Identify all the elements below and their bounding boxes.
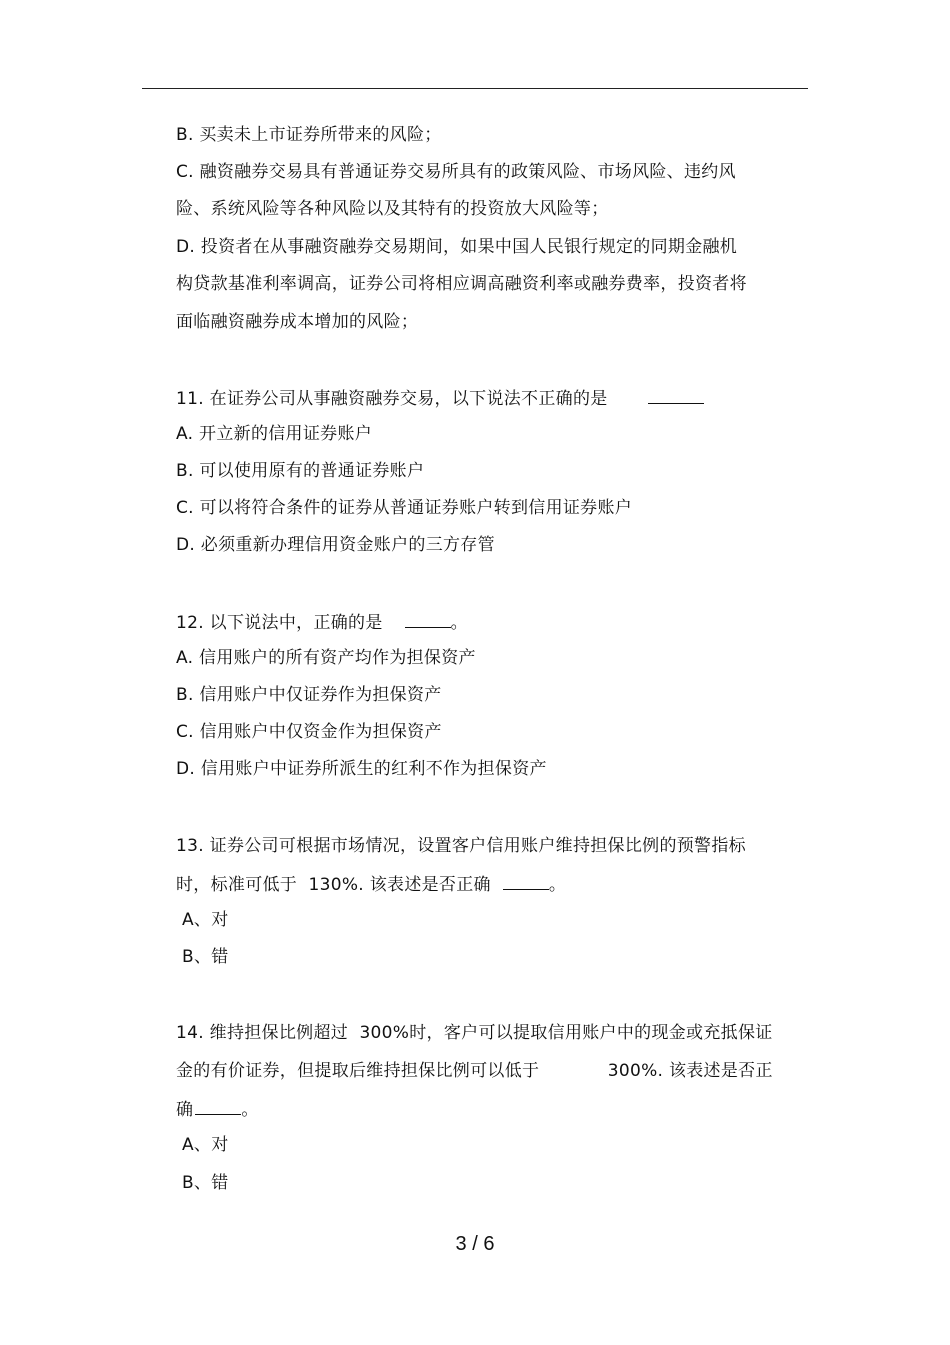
q14-stem-end: 。 xyxy=(241,1100,259,1120)
prev-option-d-line2: 构贷款基准利率调高，证券公司将相应调高融资利率或融券费率，投资者将 xyxy=(176,274,747,294)
prev-option-d-line3: 面临融资融券成本增加的风险； xyxy=(176,312,419,332)
q12-option-b: B. 信用账户中仅证券作为担保资产 xyxy=(176,685,442,705)
q14-stem-line3 xyxy=(176,1097,796,1121)
q14-stem-line1: 14. 维持担保比例超过 300%时，客户可以提取信用账户中的现金或充抵保证 xyxy=(176,1023,773,1043)
q14-answer-blank xyxy=(195,1097,241,1115)
q13-stem-line2 xyxy=(176,872,796,896)
q11-option-b: B. 可以使用原有的普通证券账户 xyxy=(176,461,425,481)
q11-option-d: D. 必须重新办理信用资金账户的三方存管 xyxy=(176,535,495,555)
q14-option-a: A、对 xyxy=(182,1135,229,1155)
q11-stem xyxy=(176,386,796,410)
q14-stem-line2: 金的有价证券，但提取后维持担保比例可以低于 300%. 该表述是否正 xyxy=(176,1061,773,1081)
q12-answer-blank xyxy=(405,610,451,628)
prev-option-b: B. 买卖未上市证券所带来的风险； xyxy=(176,125,442,145)
page-number: 3 / 6 xyxy=(455,1233,495,1255)
q12-stem-text: 12. 以下说法中，正确的是 xyxy=(176,613,383,633)
q13-answer-blank xyxy=(503,872,549,890)
q12-option-c: C. 信用账户中仅资金作为担保资产 xyxy=(176,722,442,742)
q11-stem-text: 11. 在证券公司从事融资融券交易，以下说法不正确的是 xyxy=(176,389,608,409)
q13-stem-end: 。 xyxy=(548,875,567,895)
q12-option-d: D. 信用账户中证券所派生的红利不作为担保资产 xyxy=(176,759,547,779)
q13-option-a: A、对 xyxy=(182,910,229,930)
q14-stem-line3-text: 确 xyxy=(176,1100,194,1120)
header-rule xyxy=(142,88,808,89)
q13-stem-line1: 13. 证券公司可根据市场情况，设置客户信用账户维持担保比例的预警指标 xyxy=(176,836,746,856)
prev-option-c-line2: 险、系统风险等各种风险以及其特有的投资放大风险等； xyxy=(176,199,609,219)
q11-option-c: C. 可以将符合条件的证券从普通证券账户转到信用证券账户 xyxy=(176,498,633,518)
q13-stem-line2-text: 时，标准可低于 130%. 该表述是否正确 xyxy=(176,875,491,895)
prev-option-c-line1: C. 融资融券交易具有普通证券交易所具有的政策风险、市场风险、违约风 xyxy=(176,162,736,182)
q12-option-a: A. 信用账户的所有资产均作为担保资产 xyxy=(176,648,476,668)
prev-option-d-line1: D. 投资者在从事融资融券交易期间，如果中国人民银行规定的同期金融机 xyxy=(176,237,738,257)
q12-stem-end: 。 xyxy=(450,613,468,633)
q14-option-b: B、错 xyxy=(182,1173,229,1193)
q11-answer-blank xyxy=(648,386,704,404)
q13-option-b: B、错 xyxy=(182,947,229,967)
q11-option-a: A. 开立新的信用证券账户 xyxy=(176,424,373,444)
q12-stem xyxy=(176,610,796,634)
